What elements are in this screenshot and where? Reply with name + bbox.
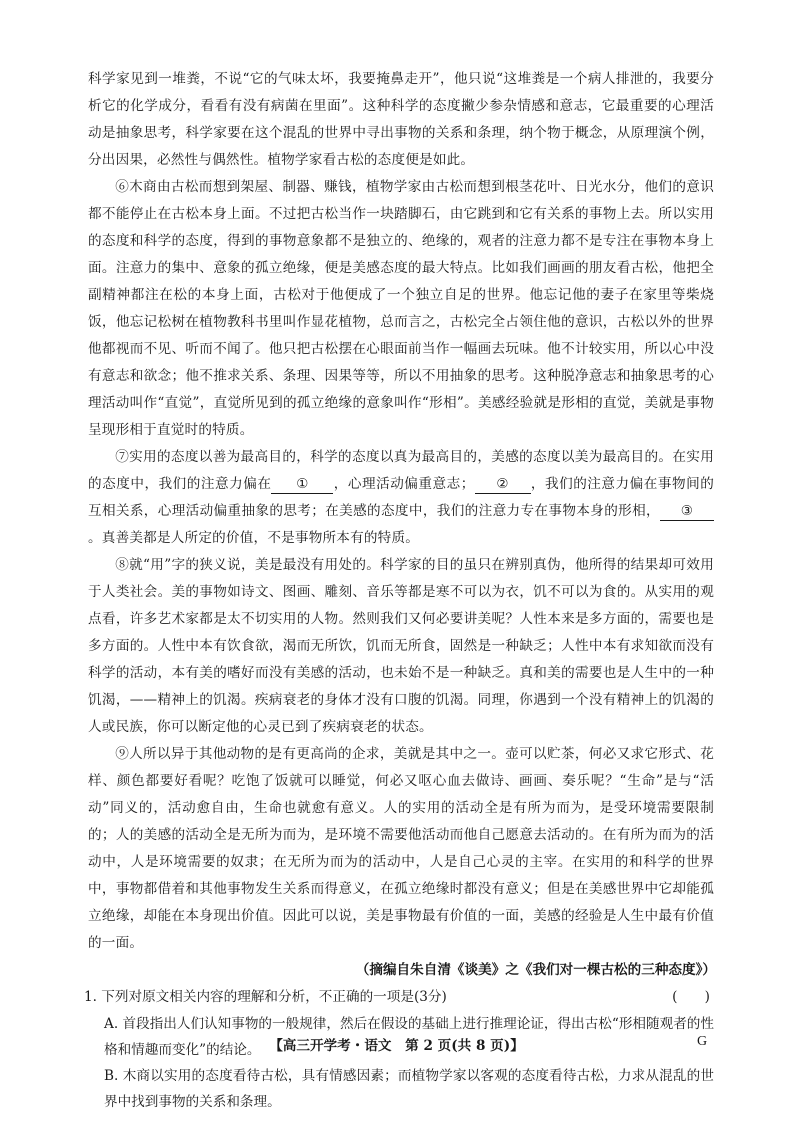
fill-blank-2: ② bbox=[475, 475, 531, 494]
paragraph-7-text-4: 。真善美都是人所定的价值，不是事物所本有的特质。 bbox=[88, 530, 420, 546]
question-1-stem bbox=[84, 984, 714, 1011]
answer-parentheses: ( ) bbox=[672, 989, 710, 1005]
option-a-text: 首段指出人们认知事物的一般规律，然后在假设的基础上进行推理论证，得出古松“形相随观者的性格和情趣而变化”的结论。 bbox=[104, 1016, 714, 1058]
document-page bbox=[84, 66, 716, 1115]
option-b-text: 木商以实用的态度看待古松，具有情感因素；而植物学家以客观的态度看待古松，力求从混乱的世界中找到事物的关系和条理。 bbox=[104, 1068, 714, 1110]
footer-page-info: 【高三开学考・语文 第 2 页(共 8 页)】 bbox=[269, 1038, 524, 1054]
source-citation: （摘编自朱自清《谈美》之《我们对一棵古松的三种态度》） bbox=[355, 962, 716, 978]
fill-blank-3: ③ bbox=[660, 502, 714, 521]
paragraph-7 bbox=[88, 444, 714, 552]
option-b bbox=[104, 1063, 714, 1115]
paragraph-7-text-3: ，我们的注意力偏在事物间的互相关系，心理活动偏重抽象的思考；在美感的态度中，我们的注意力专在事物本身的形相， bbox=[88, 476, 714, 519]
paragraph-9: ⑨人所以异于其他动物的是有更高尚的企求，美就是其中之一。壶可以贮茶，何必又求它形式、花样、颜色都要好看呢？吃饱了饭就可以睡觉，何必又呕心血去做诗、画画、奏乐呢？“生命”是与“活动”同义的，活动愈自由，生命也就愈有意义。人的实用的活动全是有所为而为，是受环境需要限制的；人的美感的活动全是无所为而为，是环境不需要他活动而他自己愿意去活动的。在有所为而为的活动中，人是环境需要的奴隶；在无所为而为的活动中，人是自己心灵的主宰。在实用的和科学的世界中，事物都借着和其他事物发生关系而得意义，在孤立绝缘时都没有意义；但是在美感世界中它却能孤立绝缘，却能在本身现出价值。因此可以说，美是事物最有价值的一面，美感的经验是人生中最有价值的一面。 bbox=[88, 746, 714, 951]
page-footer bbox=[0, 1034, 793, 1054]
option-b-label: B. bbox=[104, 1068, 123, 1084]
question-1-text: 1. 下列对原文相关内容的理解和分析，不正确的一项是(3分) bbox=[84, 989, 447, 1005]
option-a-label: A. bbox=[104, 1016, 123, 1032]
paragraph-6: ⑥木商由古松而想到架屋、制器、赚钱，植物学家由古松而想到根茎花叶、日光水分，他们的意识都不能停止在古松本身上面。不过把古松当作一块踏脚石，由它跳到和它有关系的事物上去。所以实用的态度和科学的态度，得到的事物意象都不是独立的、绝缘的，观者的注意力都不是专注在事物本身上面。注意力的集中、意象的孤立绝缘，便是美感态度的最大特点。比如我们画画的朋友看古松，他把全副精神都注在松的本身上面，古松对于他便成了一个独立自足的世界。他忘记他的妻子在家里等柴烧饭，他忘记松树在植物教科书里叫作显花植物，总而言之，古松完全占领住他的意识，古松以外的世界他都视而不见、听而不闻了。他只把古松摆在心眼面前当作一幅画去玩味。他不计较实用，所以心中没有意志和欲念；他不推求关系、条理、因果等等，所以不用抽象的思考。这种脱净意志和抽象思考的心理活动叫作“直觉”，直觉所见到的孤立绝缘的意象叫作“形相”。美感经验就是形相的直觉，美就是事物呈现形相于直觉时的特质。 bbox=[88, 179, 714, 438]
footer-version-code: G bbox=[697, 1034, 708, 1049]
paragraph-7-text-2: ，心理活动偏重意志； bbox=[333, 476, 475, 492]
paragraph-5-continued: 科学家见到一堆粪，不说“它的气味太坏，我要掩鼻走开”，他只说“这堆粪是一个病人排泄的，我要分析它的化学成分，看看有没有病菌在里面”。这种科学的态度撇少参杂情感和意志，它最重要的心理活动是抽象思考，科学家要在这个混乱的世界中寻出事物的关系和条理，纳个物于概念，从原理演个例，分出因果，必然性与偶然性。植物学家看古松的态度便是如此。 bbox=[88, 71, 714, 168]
paragraph-7-text-1: ⑦实用的态度以善为最高目的，科学的态度以真为最高目的，美感的态度以美为最高目的。在实用的态度中，我们的注意力偏在 bbox=[88, 449, 714, 492]
fill-blank-1: ① bbox=[271, 475, 333, 494]
paragraph-8: ⑧就“用”字的狭义说，美是最没有用处的。科学家的目的虽只在辨别真伪，他所得的结果却可效用于人类社会。美的事物如诗文、图画、雕刻、音乐等都是寒不可以为衣，饥不可以为食的。从实用的观点看，许多艺术家都是太不切实用的人物。然则我们又何必要讲美呢？人性本来是多方面的，需要也是多方面的。人性中本有饮食欲，渴而无所饮，饥而无所食，固然是一种缺乏；人性中本有求知欲而没有科学的活动，本有美的嗜好而没有美感的活动，也未始不是一种缺乏。真和美的需要也是人生中的一种饥渴，——精神上的饥渴。疾病衰老的身体才没有口腹的饥渴。同理，你遇到一个没有精神上的饥渴的人或民族，你可以断定他的心灵已到了疾病衰老的状态。 bbox=[88, 557, 714, 735]
